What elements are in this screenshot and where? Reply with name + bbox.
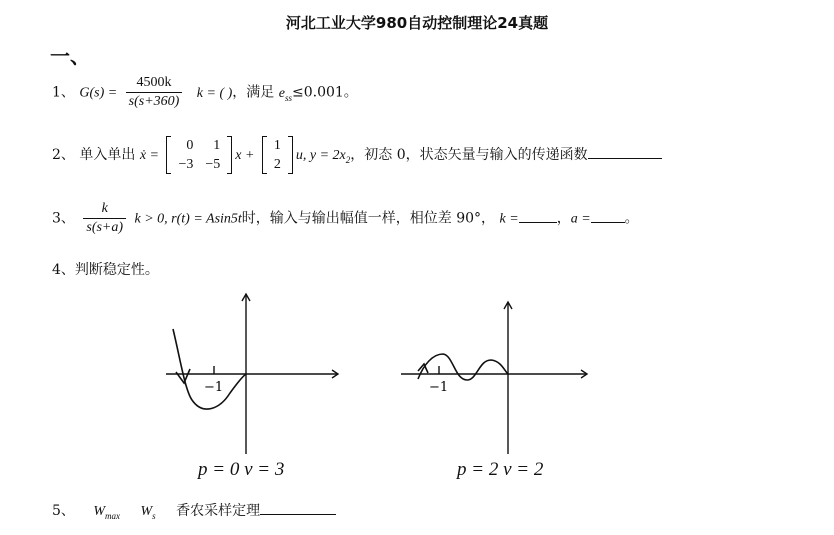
plot2-curve	[418, 354, 508, 380]
nyquist-plot-2	[395, 298, 595, 458]
q2-number: 2、	[52, 147, 75, 163]
plot1-label: p = 0 v = 3	[198, 459, 285, 480]
q1-condition: ≤0.001。	[291, 84, 358, 101]
q2-output: u, $y = 2x_2$	[295, 148, 351, 165]
q2-xdot: ẋ =	[139, 148, 159, 163]
q3-a-blank[interactable]	[591, 221, 625, 223]
q2-text2: ，初态 0，状态矢量与输入的传递函数	[350, 147, 588, 163]
q3-k-blank[interactable]	[519, 221, 557, 223]
section-heading: 一、	[50, 44, 90, 68]
q2-mid: x +	[235, 148, 255, 163]
plot2-tick-label: −1	[429, 380, 449, 395]
q3-separator: ，	[556, 210, 571, 227]
q1-fraction	[126, 74, 183, 111]
nyquist-plot-1	[160, 288, 345, 458]
question-5	[52, 500, 336, 521]
q4-text: 判断稳定性。	[74, 262, 159, 278]
q1-k-expr: k = ( )	[196, 85, 233, 101]
q2-matrix-a: 0 1 −3 −5	[166, 136, 232, 174]
q1-lhs: G(s) =	[79, 85, 118, 101]
question-1	[52, 74, 358, 111]
question-3	[52, 200, 639, 237]
q3-condition: k > 0, r(t) = Asin5t	[134, 211, 242, 227]
q3-fraction	[83, 200, 126, 237]
q3-number: 3、	[52, 210, 75, 227]
q2-answer-blank[interactable]	[588, 157, 662, 159]
q2-matrix-b: 1 2	[262, 136, 293, 174]
q3-numerator: k	[83, 200, 126, 219]
q3-a-label: a =	[570, 211, 591, 227]
q1-number: 1、	[52, 84, 75, 101]
q1-text: ，满足	[232, 84, 275, 101]
q1-denominator: s(s+360)	[128, 94, 180, 109]
q5-number: 5、	[52, 503, 75, 519]
q1-numerator: 4500k	[126, 74, 183, 93]
q4-number: 4、	[52, 262, 75, 278]
q5-w-s: $W_s$	[140, 504, 156, 521]
q3-k-label: k =	[499, 211, 519, 227]
question-4	[52, 259, 159, 279]
plot2-label: p = 2 v = 2	[457, 459, 544, 480]
q3-text: 时，输入与输出幅值一样，相位差 90°，	[241, 210, 496, 227]
question-2	[52, 136, 662, 174]
q5-answer-blank[interactable]	[260, 513, 336, 515]
plot1-tick-label: −1	[204, 380, 224, 395]
q3-end: 。	[624, 210, 639, 227]
plot1-curve	[173, 329, 246, 409]
q5-text: 香农采样定理	[176, 503, 261, 519]
page-title: 河北工业大学980自动控制理论24真题	[285, 14, 549, 32]
q3-denominator: s(s+a)	[86, 220, 124, 235]
q2-text1: 单入单出	[79, 147, 136, 163]
q1-ess: $e_{ss}$	[278, 85, 292, 103]
q5-w-max: $W_{max}$	[93, 504, 121, 521]
